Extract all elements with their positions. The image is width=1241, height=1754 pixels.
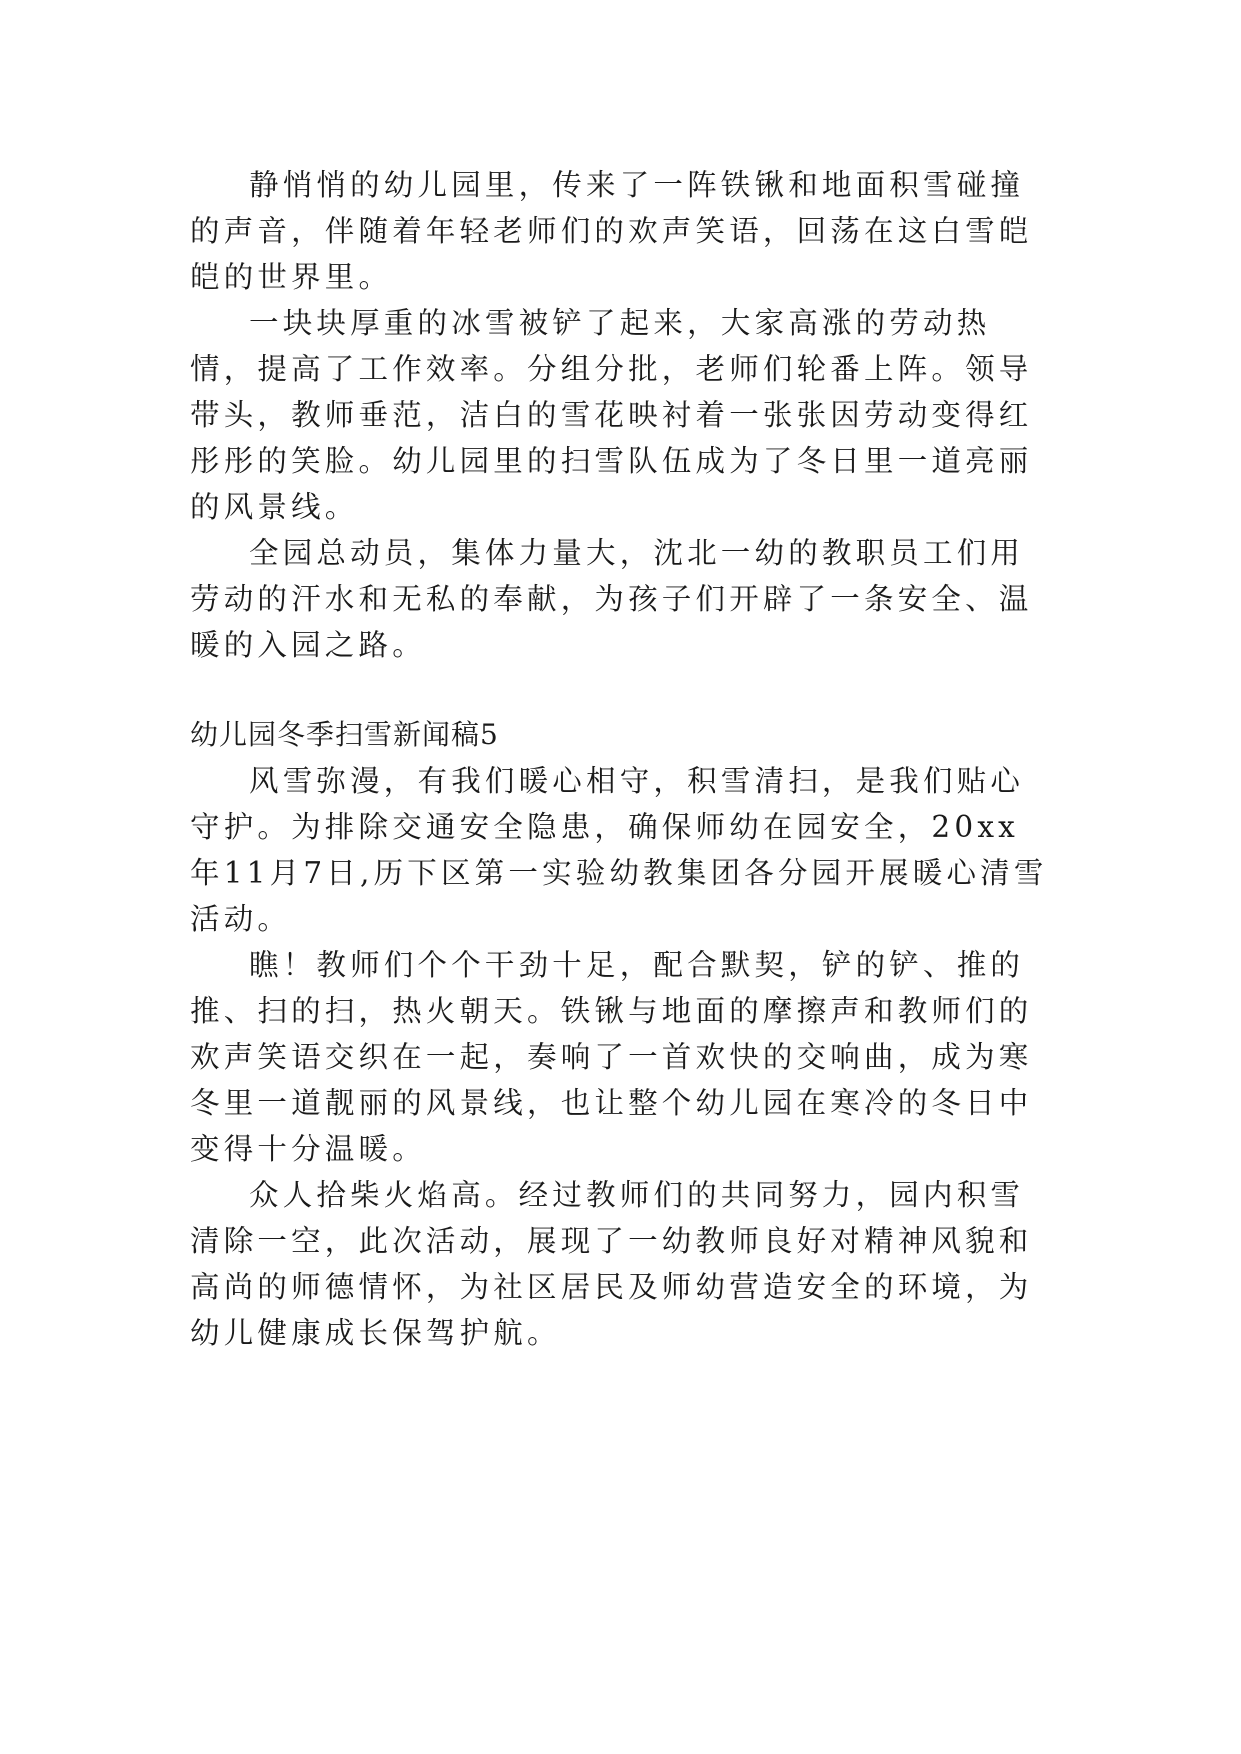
section-title: 幼儿园冬季扫雪新闻稿5 — [190, 718, 499, 751]
section-gap — [190, 668, 1052, 712]
paragraph: 瞧！教师们个个干劲十足，配合默契，铲的铲、推的推、扫的扫，热火朝天。铁锹与地面的摩擦声和教师们的欢声笑语交织在一起，奏响了一首欢快的交响曲，成为寒冬里一道靓丽的风景线，也让整个幼儿园在寒冷的冬日中变得十分温暖。 — [190, 948, 1033, 1166]
paragraph: 静悄悄的幼儿园里，传来了一阵铁锹和地面积雪碰撞的声音，伴随着年轻老师们的欢声笑语，回荡在这白雪皑皑的世界里。 — [190, 168, 1033, 294]
paragraph: 风雪弥漫，有我们暖心相守，积雪清扫，是我们贴心守护。为排除交通安全隐患，确保师幼在园安全，20xx年11月7日,历下区第一实验幼教集团各分园开展暖心清雪活动。 — [190, 764, 1048, 936]
paragraph: 全园总动员，集体力量大，沈北一幼的教职员工们用劳动的汗水和无私的奉献，为孩子们开辟了一条安全、温暖的入园之路。 — [190, 536, 1033, 662]
paragraph: 一块块厚重的冰雪被铲了起来，大家高涨的劳动热情，提高了工作效率。分组分批，老师们轮番上阵。领导带头，教师垂范，洁白的雪花映衬着一张张因劳动变得红彤彤的笑脸。幼儿园里的扫雪队伍成为了冬日里一道亮丽的风景线。 — [190, 306, 1033, 524]
paragraph: 众人拾柴火焰高。经过教师们的共同努力，园内积雪清除一空，此次活动，展现了一幼教师良好对精神风貌和高尚的师德情怀，为社区居民及师幼营造安全的环境，为幼儿健康成长保驾护航。 — [190, 1178, 1033, 1350]
document-body — [190, 162, 1052, 1356]
